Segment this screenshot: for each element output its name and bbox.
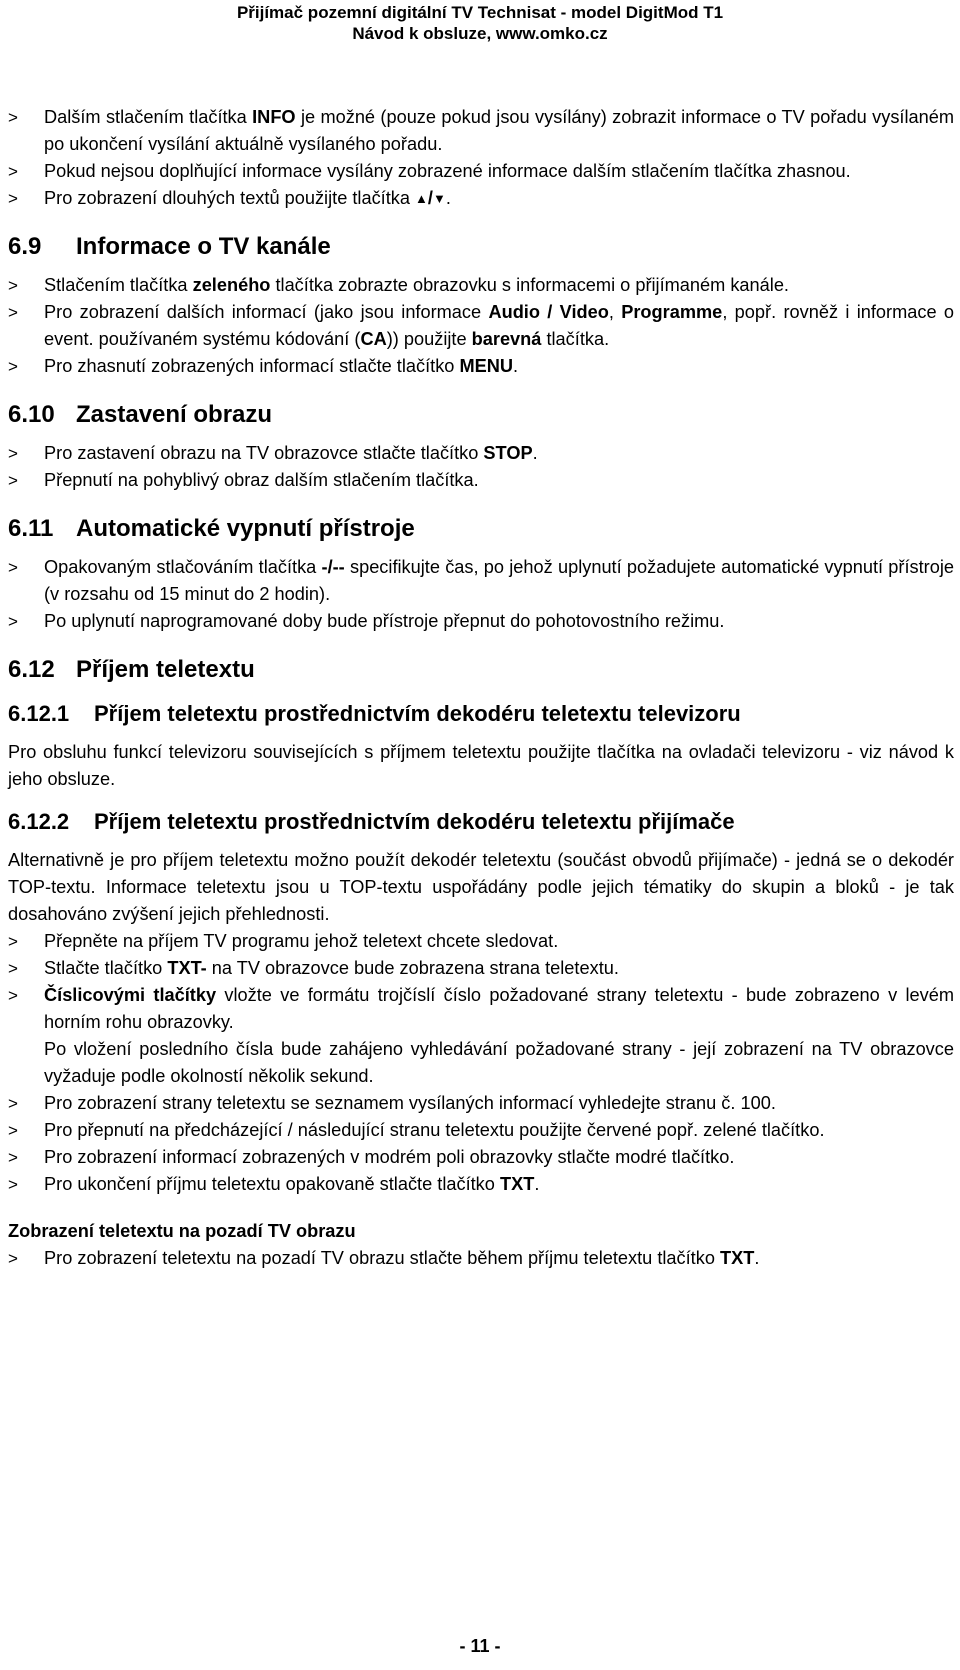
section-6-12-1-paragraph: Pro obsluhu funkcí televizoru souvisejících s příjmem teletextu použijte tlačítka na ovladači televizoru - viz návod k jeho obsluze.	[8, 742, 954, 789]
bullet-icon: >	[8, 471, 18, 490]
bullet-icon: >	[8, 1249, 18, 1268]
section-6-10-list	[8, 440, 954, 494]
arrow-down-icon: ▼	[432, 191, 446, 206]
list-item: > Pro zobrazení teletextu na pozadí TV obrazu stlačte během příjmu teletextu tlačítko TXT.	[8, 1245, 954, 1272]
section-heading-6-12-1: 6.12.1 Příjem teletextu prostřednictvím dekodéru teletextu televizoru	[8, 701, 741, 726]
list-item-continuation: Po vložení posledního čísla bude zahájeno vyhledávání požadované strany - její zobrazení na TV obrazovce vyžaduje podle okolností několik sekund.	[44, 1039, 954, 1086]
list-item: > Přepnutí na pohyblivý obraz dalším stlačením tlačítka.	[8, 467, 954, 494]
list-item: > Pokud nejsou doplňující informace vysílány zobrazené informace dalším stlačením tlačítka zhasnou.	[8, 158, 954, 185]
section-heading-6-12-2: 6.12.2 Příjem teletextu prostřednictvím dekodéru teletextu přijímače	[8, 809, 735, 834]
bullet-icon: >	[8, 959, 18, 978]
section-6-11-list	[8, 554, 954, 635]
section-heading-6-12: 6.12 Příjem teletextu	[8, 656, 255, 683]
background-teletext-heading: Zobrazení teletextu na pozadí TV obrazu	[8, 1221, 356, 1241]
list-item: > Pro zhasnutí zobrazených informací stlačte tlačítko MENU.	[8, 353, 954, 380]
list-item: > Pro zastavení obrazu na TV obrazovce stlačte tlačítko STOP.	[8, 440, 954, 467]
background-teletext-list	[8, 1245, 954, 1272]
bullet-icon: >	[8, 612, 18, 631]
header-title: Přijímač pozemní digitální TV Technisat - model DigitMod T1	[236, 3, 724, 22]
bullet-icon: >	[8, 1175, 18, 1194]
intro-list	[8, 104, 954, 212]
list-item: > Stlačením tlačítka zeleného tlačítka zobrazte obrazovku s informacemi o přijímaném kanále.	[8, 272, 954, 299]
bullet-icon: >	[8, 558, 18, 577]
list-item: > Stlačte tlačítko TXT- na TV obrazovce bude zobrazena strana teletextu.	[8, 955, 954, 982]
bullet-icon: >	[8, 986, 18, 1005]
section-6-12-2-list-continued	[8, 1090, 954, 1198]
list-item: > Číslicovými tlačítky vložte ve formátu trojčíslí číslo požadované strany teletextu - bude zobrazeno v levém horním rohu obrazovky.	[8, 982, 954, 1036]
arrow-up-icon: ▲	[415, 191, 428, 206]
list-item: > Pro přepnutí na předcházející / následující stranu teletextu použijte červené popř. zelené tlačítko.	[8, 1117, 954, 1144]
list-item: > Pro zobrazení informací zobrazených v modrém poli obrazovky stlačte modré tlačítko.	[8, 1144, 954, 1171]
section-6-9-list	[8, 272, 954, 380]
section-heading-6-11: 6.11 Automatické vypnutí přístroje	[8, 515, 415, 542]
document-body	[8, 104, 954, 1272]
bullet-icon: >	[8, 1148, 18, 1167]
bullet-icon: >	[8, 932, 18, 951]
bullet-icon: >	[8, 276, 18, 295]
section-heading-6-10: 6.10 Zastavení obrazu	[8, 401, 273, 428]
bullet-icon: >	[8, 303, 18, 322]
bullet-icon: >	[8, 357, 18, 376]
bullet-icon: >	[8, 189, 18, 208]
bullet-icon: >	[8, 444, 18, 463]
list-item: > Opakovaným stlačováním tlačítka -/-- specifikujte čas, po jehož uplynutí požadujete automatické vypnutí přístroje (v rozsahu od 15 minut do 2 hodin).	[8, 554, 954, 608]
list-item: > Pro zobrazení dalších informací (jako jsou informace Audio / Video, Programme, popř. rovněž i informace o event. používaném systému kódování (CA)) použijte barevná tlačítka.	[8, 299, 954, 353]
bullet-icon: >	[8, 108, 18, 127]
list-item: > Po uplynutí naprogramované doby bude přístroje přepnut do pohotovostního režimu.	[8, 608, 954, 635]
bullet-icon: >	[8, 1121, 18, 1140]
list-item: > Dalším stlačením tlačítka INFO je možné (pouze pokud jsou vysílány) zobrazit informace o TV pořadu vysílaném po ukončení vysílání aktuálně vysílaného pořadu.	[8, 104, 954, 158]
section-6-12-2-paragraph: Alternativně je pro příjem teletextu možno použít dekodér teletextu (součást obvodů přijímače) - jedná se o dekodér TOP-textu. Informace teletextu jsou u TOP-textu uspořádány podle jejich tématiky do skupin a bloků - je tak dosahováno zvýšení jejich přehlednosti.	[8, 850, 954, 924]
bullet-icon: >	[8, 1094, 18, 1113]
list-item: > Přepněte na příjem TV programu jehož teletext chcete sledovat.	[8, 928, 954, 955]
section-heading-6-9: 6.9 Informace o TV kanále	[8, 233, 331, 260]
list-item: > Pro zobrazení strany teletextu se seznamem vysílaných informací vyhledejte stranu č. 100.	[8, 1090, 954, 1117]
list-item: > Pro zobrazení dlouhých textů použijte tlačítka ▲/▼.	[8, 185, 954, 212]
section-6-12-2-list	[8, 928, 954, 1036]
page-header	[0, 0, 960, 44]
bullet-icon: >	[8, 162, 18, 181]
list-item: > Pro ukončení příjmu teletextu opakovaně stlačte tlačítko TXT.	[8, 1171, 954, 1198]
page-number: - 11 -	[459, 1636, 501, 1656]
header-subtitle: Návod k obsluze, www.omko.cz	[352, 24, 608, 43]
